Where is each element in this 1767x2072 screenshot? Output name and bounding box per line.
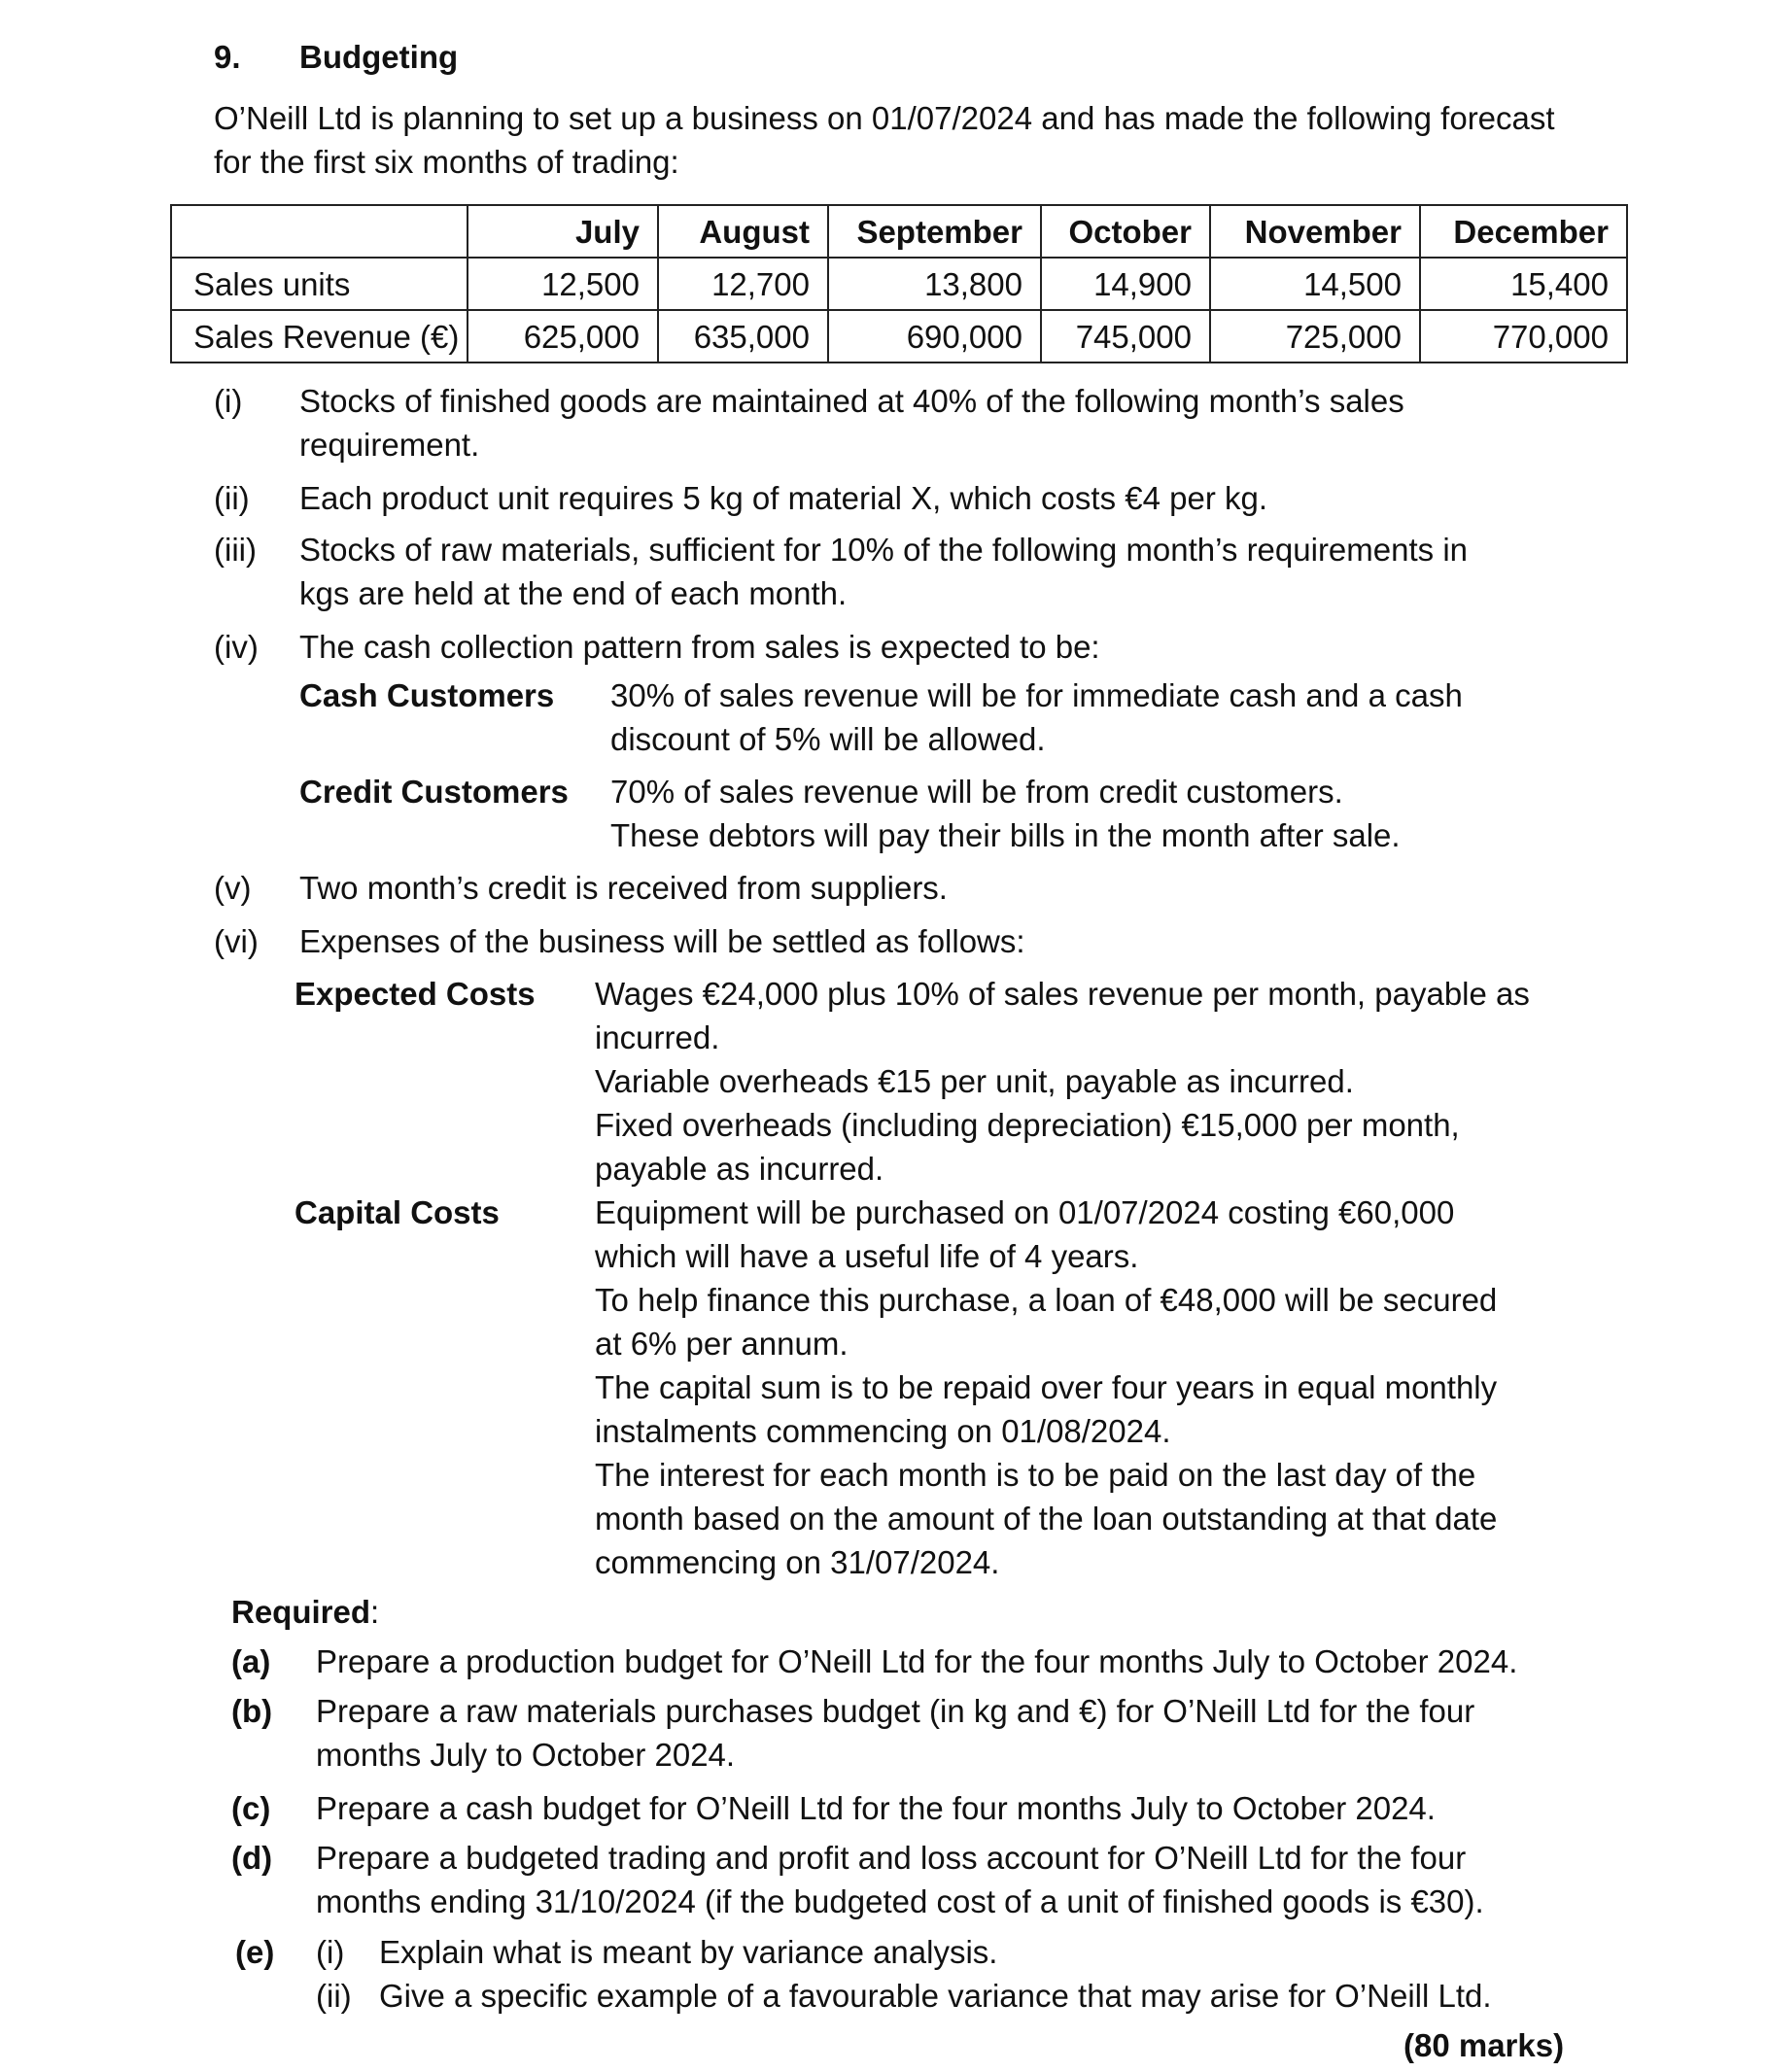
note-iv-line-1: The cash collection pattern from sales is expected to be: — [299, 629, 1100, 665]
table-cell: 12,500 — [468, 258, 658, 310]
expected-costs-line: Wages €24,000 plus 10% of sales revenue per month, payable as — [595, 976, 1530, 1012]
table-cell: 625,000 — [468, 310, 658, 363]
table-cell: 14,900 — [1041, 258, 1210, 310]
note-ii-line-1: Each product unit requires 5 kg of material X, which costs €4 per kg. — [299, 480, 1267, 516]
table-cell: 15,400 — [1420, 258, 1627, 310]
table-header-row — [171, 205, 1627, 258]
required-letter-b: (b) — [231, 1693, 273, 1729]
note-marker-ii: (ii) — [214, 480, 250, 516]
intro-line-1: O’Neill Ltd is planning to set up a business on 01/07/2024 and has made the following forecast — [214, 100, 1555, 136]
required-e-marker-i: (i) — [316, 1934, 345, 1970]
note-marker-v: (v) — [214, 870, 252, 906]
cash-customers-label: Cash Customers — [299, 677, 555, 713]
row-label: Sales units — [171, 258, 468, 310]
month-header: July — [468, 205, 658, 258]
required-label: Required — [231, 1594, 371, 1630]
required-e-marker-ii: (ii) — [316, 1978, 352, 2014]
marks-total: (80 marks) — [1403, 2027, 1565, 2063]
note-marker-vi: (vi) — [214, 923, 259, 959]
table-cell: 13,800 — [828, 258, 1041, 310]
capital-costs-line: The capital sum is to be repaid over four years in equal monthly — [595, 1369, 1498, 1405]
required-letter-e: (e) — [235, 1934, 275, 1970]
expected-costs-line: payable as incurred. — [595, 1151, 884, 1187]
required-d-line-1: Prepare a budgeted trading and profit and loss account for O’Neill Ltd for the four — [316, 1840, 1467, 1876]
note-i-line-1: Stocks of finished goods are maintained at 40% of the following month’s sales — [299, 383, 1404, 419]
capital-costs-line: commencing on 31/07/2024. — [595, 1544, 1000, 1580]
table-cell: 690,000 — [828, 310, 1041, 363]
month-header: December — [1420, 205, 1627, 258]
question-number: 9. — [214, 39, 241, 75]
required-heading — [231, 1590, 379, 1634]
capital-costs-label: Capital Costs — [294, 1194, 500, 1230]
month-header: November — [1210, 205, 1420, 258]
row-label: Sales Revenue (€) — [171, 310, 468, 363]
table-cell: 635,000 — [658, 310, 828, 363]
required-e-i-text: Explain what is meant by variance analysis. — [379, 1934, 998, 1970]
credit-customers-line-2: These debtors will pay their bills in the month after sale. — [610, 817, 1401, 853]
required-e-ii-text: Give a specific example of a favourable variance that may arise for O’Neill Ltd. — [379, 1978, 1492, 2014]
capital-costs-line: month based on the amount of the loan outstanding at that date — [595, 1501, 1498, 1537]
required-a-line-1: Prepare a production budget for O’Neill Ltd for the four months July to October 2024. — [316, 1643, 1518, 1679]
month-header: October — [1041, 205, 1210, 258]
required-letter-c: (c) — [231, 1790, 271, 1826]
note-marker-iv: (iv) — [214, 629, 259, 665]
table-row-sales-revenue — [171, 310, 1627, 363]
capital-costs-line: The interest for each month is to be paid on the last day of the — [595, 1457, 1476, 1493]
table-cell: 725,000 — [1210, 310, 1420, 363]
month-header: September — [828, 205, 1041, 258]
cash-customers-line-2: discount of 5% will be allowed. — [610, 721, 1046, 757]
note-marker-iii: (iii) — [214, 532, 257, 568]
month-header: August — [658, 205, 828, 258]
required-d-line-2: months ending 31/10/2024 (if the budgeted cost of a unit of finished goods is €30). — [316, 1883, 1484, 1919]
required-c-line-1: Prepare a cash budget for O’Neill Ltd for the four months July to October 2024. — [316, 1790, 1436, 1826]
expected-costs-line: Variable overheads €15 per unit, payable as incurred. — [595, 1063, 1354, 1099]
intro-line-2: for the first six months of trading: — [214, 144, 679, 180]
note-marker-i: (i) — [214, 383, 243, 419]
required-letter-d: (d) — [231, 1840, 273, 1876]
capital-costs-line: at 6% per annum. — [595, 1326, 849, 1362]
note-v-line-1: Two month’s credit is received from suppliers. — [299, 870, 948, 906]
table-cell: 12,700 — [658, 258, 828, 310]
table-cell: 745,000 — [1041, 310, 1210, 363]
expected-costs-line: incurred. — [595, 1019, 720, 1055]
table-cell: 14,500 — [1210, 258, 1420, 310]
note-i-line-2: requirement. — [299, 427, 480, 463]
table-row-sales-units — [171, 258, 1627, 310]
note-iii-line-2: kgs are held at the end of each month. — [299, 575, 848, 611]
credit-customers-label: Credit Customers — [299, 774, 569, 810]
table-cell: 770,000 — [1420, 310, 1627, 363]
note-iii-line-1: Stocks of raw materials, sufficient for 10% of the following month’s requirements in — [299, 532, 1469, 568]
capital-costs-line: instalments commencing on 01/08/2024. — [595, 1413, 1171, 1449]
cash-customers-line-1: 30% of sales revenue will be for immediate cash and a cash — [610, 677, 1463, 713]
question-title: Budgeting — [299, 39, 459, 75]
required-letter-a: (a) — [231, 1643, 271, 1679]
expected-costs-label: Expected Costs — [294, 976, 536, 1012]
note-vi-line-1: Expenses of the business will be settled as follows: — [299, 923, 1025, 959]
forecast-table — [170, 204, 1628, 363]
capital-costs-line: Equipment will be purchased on 01/07/2024 costing €60,000 — [595, 1194, 1455, 1230]
capital-costs-line: which will have a useful life of 4 years. — [595, 1238, 1139, 1274]
capital-costs-line: To help finance this purchase, a loan of €48,000 will be secured — [595, 1282, 1498, 1318]
required-b-line-1: Prepare a raw materials purchases budget (in kg and €) for O’Neill Ltd for the four — [316, 1693, 1475, 1729]
table-corner-cell — [171, 205, 468, 258]
expected-costs-line: Fixed overheads (including depreciation) €15,000 per month, — [595, 1107, 1460, 1143]
required-colon: : — [370, 1594, 380, 1630]
credit-customers-line-1: 70% of sales revenue will be from credit customers. — [610, 774, 1343, 810]
required-b-line-2: months July to October 2024. — [316, 1737, 736, 1773]
